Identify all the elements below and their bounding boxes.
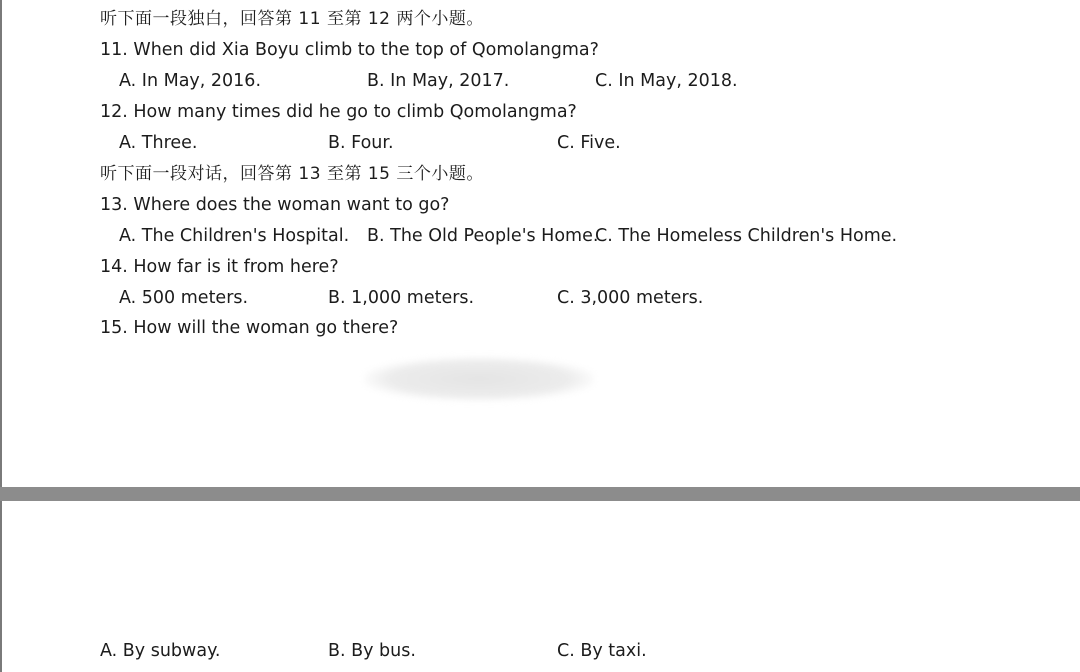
question-14-option-a: A. 500 meters. (119, 288, 249, 308)
question-11-option-b: B. In May, 2017. (367, 71, 510, 91)
question-13-option-b: B. The Old People's Home. (367, 226, 599, 246)
section-instruction-dialogue: 听下面一段对话，回答第 13 至第 15 三个小题。 (100, 164, 484, 184)
question-13-text: 13. Where does the woman want to go? (100, 195, 450, 215)
question-14-option-b: B. 1,000 meters. (328, 288, 475, 308)
erased-smudge (364, 357, 594, 401)
question-11-text: 11. When did Xia Boyu climb to the top of Qomolangma? (100, 40, 599, 60)
section-instruction-monologue: 听下面一段独白，回答第 11 至第 12 两个小题。 (100, 9, 484, 29)
question-12-option-c: C. Five. (557, 133, 621, 153)
question-15-option-b: B. By bus. (328, 641, 416, 661)
question-13-option-c: C. The Homeless Children's Home. (595, 226, 898, 246)
page-divider (0, 487, 1080, 501)
question-11-option-a: A. In May, 2016. (119, 71, 262, 91)
question-12-text: 12. How many times did he go to climb Qomolangma? (100, 102, 577, 122)
question-15-text: 15. How will the woman go there? (100, 318, 399, 338)
question-14-text: 14. How far is it from here? (100, 257, 339, 277)
question-12-option-a: A. Three. (119, 133, 198, 153)
question-15-option-a: A. By subway. (100, 641, 221, 661)
question-12-option-b: B. Four. (328, 133, 394, 153)
question-13-option-a: A. The Children's Hospital. (119, 226, 350, 246)
question-14-option-c: C. 3,000 meters. (557, 288, 704, 308)
question-11-option-c: C. In May, 2018. (595, 71, 738, 91)
document-page-bottom (0, 501, 1080, 672)
question-15-option-c: C. By taxi. (557, 641, 647, 661)
